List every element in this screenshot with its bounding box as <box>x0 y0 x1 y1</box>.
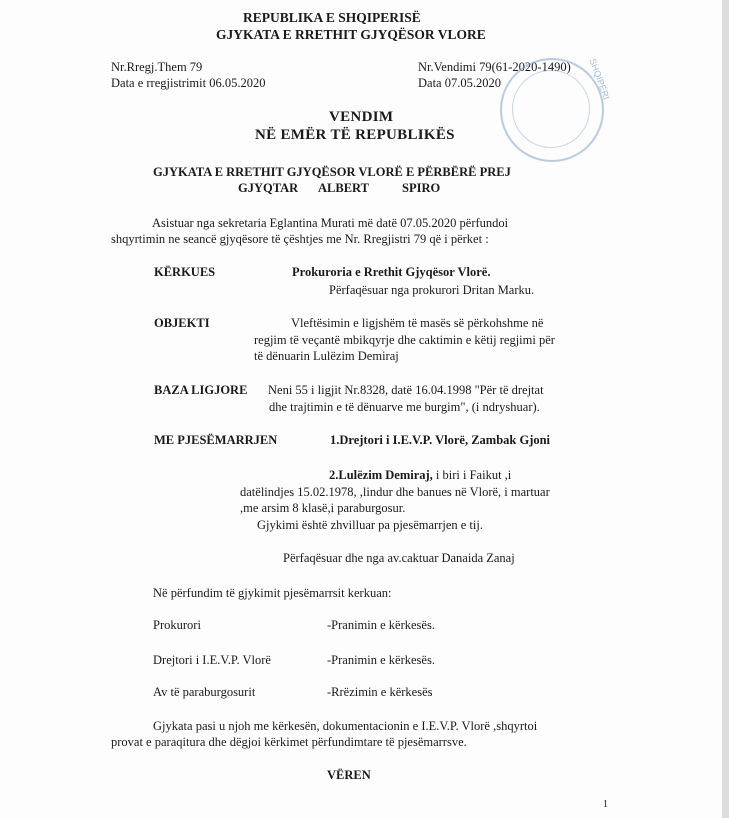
participant-2-name: 2.Lulëzim Demiraj, <box>329 468 433 482</box>
pjesemarrjen-label: ME PJESËMARRJEN <box>154 433 278 447</box>
participant-2-line-3: ,me arsim 8 klasë,i paraburgosur. <box>240 501 406 515</box>
judge-label: GJYQTAR <box>238 181 299 195</box>
decision-date: Data 07.05.2020 <box>418 76 501 90</box>
title-ne-emer: NË EMËR TË REPUBLIKËS <box>255 127 455 143</box>
participant-1: 1.Drejtori i I.E.V.P. Vlorë, Zambak Gjoni <box>330 433 551 447</box>
requests-intro: Në përfundim të gjykimit pjesëmarrsit kerkuan: <box>153 586 392 600</box>
request-value-2: -Pranimin e kërkesës. <box>327 653 435 667</box>
baza-line-1: Neni 55 i ligjit Nr.8328, datë 16.04.1998 "Për të drejtat <box>268 383 544 397</box>
court-seal-text: SHQIPËRI <box>587 57 612 101</box>
judge-first-name: ALBERT <box>318 181 369 195</box>
kerkues-representative: Përfaqësuar nga prokurori Dritan Marku. <box>329 283 535 297</box>
objekti-line-2: regjim të veçantë mbikqyrje dhe caktimin e këtij regjimi për <box>254 333 555 347</box>
request-party-2: Drejtori i I.E.V.P. Vlorë <box>153 653 271 667</box>
objekti-line-3: të dënuarin Lulëzim Demiraj <box>254 349 399 363</box>
kerkues-name: Prokuroria e Rrethit Gjyqësor Vlorë. <box>292 265 491 279</box>
intro-line-1: Asistuar nga sekretaria Eglantina Murati më datë 07.05.2020 përfundoi <box>152 216 509 230</box>
request-party-3: Av të paraburgosurit <box>153 685 256 699</box>
participant-2-line-2: datëlindjes 15.02.1978, ,lindur dhe banues në Vlorë, i martuar <box>240 485 550 499</box>
baza-line-2: dhe trajtimin e të dënuarve me burgim", (i ndryshuar). <box>269 400 540 414</box>
request-party-1: Prokurori <box>153 618 201 632</box>
participant-2-line-4: Gjykimi është zhvilluar pa pjesëmarrjen e tij. <box>257 518 483 532</box>
closing-line-1: Gjykata pasi u njoh me kërkesën, dokumentacionin e I.E.V.P. Vlorë ,shqyrtoi <box>153 719 538 733</box>
decision-number: Nr.Vendimi 79(61-2020-1490) <box>418 60 571 74</box>
section-veren: VËREN <box>327 768 371 782</box>
baza-ligjore-label: BAZA LIGJORE <box>154 383 248 397</box>
request-value-3: -Rrëzimin e kërkesës <box>327 685 433 699</box>
objekti-line-1: Vleftësimin e ligjshëm të masës së përkohshme në <box>291 316 544 330</box>
kerkues-label: KËRKUES <box>154 265 216 279</box>
title-vendim: VENDIM <box>329 109 394 125</box>
page-number: 1 <box>603 799 608 810</box>
header-republic: REPUBLIKA E SHQIPERISË <box>243 10 421 25</box>
participant-2-father: i biri i Faikut ,i <box>432 468 512 482</box>
judge-last-name: SPIRO <box>402 181 441 195</box>
participant-2-line-1 <box>329 468 511 483</box>
participant-2-representative: Përfaqësuar dhe nga av.caktuar Danaida Zanaj <box>283 551 515 565</box>
objekti-label: OBJEKTI <box>154 316 210 330</box>
intro-line-2: shqyrtimin ne seancë gjyqësore të çështjes me Nr. Rregjistri 79 që i përket : <box>111 232 489 246</box>
registry-date: Data e rregjistrimit 06.05.2020 <box>111 76 266 90</box>
page-edge-shadow <box>722 0 729 818</box>
header-court: GJYKATA E RRETHIT GJYQËSOR VLORE <box>216 27 486 42</box>
court-seal-inner-ring <box>512 70 590 148</box>
closing-line-2: provat e paraqitura dhe dëgjoi kërkimet përfundimtare të pjesëmarrsve. <box>111 735 467 749</box>
registry-number: Nr.Rregj.Them 79 <box>111 60 203 74</box>
composition-line: GJYKATA E RRETHIT GJYQËSOR VLORË E PËRBËRË PREJ <box>153 165 511 179</box>
request-value-1: -Pranimin e kërkesës. <box>327 618 435 632</box>
